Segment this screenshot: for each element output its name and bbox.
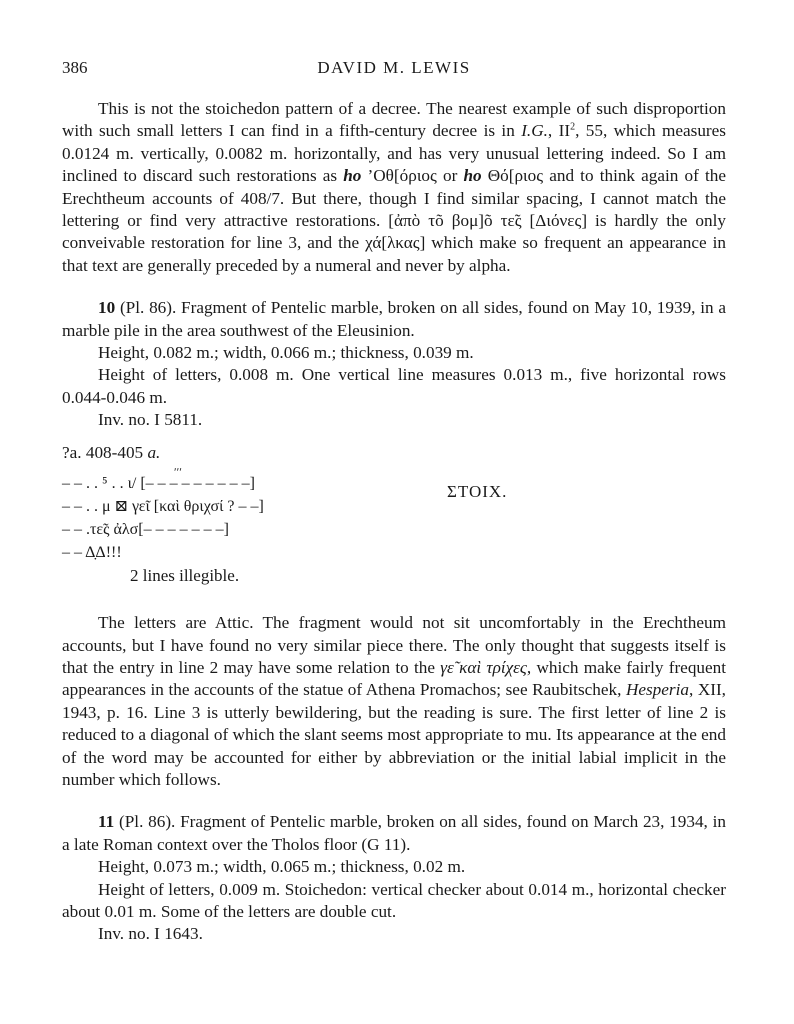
stoichedon-label: ΣΤΟΙΧ. — [447, 482, 508, 502]
item-11-description: 11 (Pl. 86). Fragment of Pentelic marble, broken on all sides, found on March 23, 1934, in a late Roman context over the Tholos floor (G 11). — [62, 812, 726, 854]
item-10-inventory: Inv. no. I 5811. — [98, 410, 203, 430]
item-10-letters: Height of letters, 0.008 m. One vertical line measures 0.013 m., five horizontal rows 0.044-0.046 m. — [62, 365, 726, 407]
item-11-dimensions: Height, 0.073 m.; width, 0.065 m.; thickness, 0.02 m. — [98, 857, 466, 877]
item-11-number: 11 — [98, 812, 115, 832]
item-10-number: 10 — [98, 298, 116, 318]
inscription-line-3: – – .τε̃ς ἀλσ[– – – – – – –] — [62, 521, 229, 539]
inscription-line-0: ʹʹʹ — [174, 465, 182, 480]
item-10-description: 10 (Pl. 86). Fragment of Pentelic marble, broken on all sides, found on May 10, 1939, in a marble pile in the area southwest of the Eleusinion. — [62, 298, 726, 340]
page-number: 386 — [62, 58, 88, 77]
inscription-illegible-note: 2 lines illegible. — [130, 566, 240, 586]
paragraph-decree-discussion: This is not the stoichedon pattern of a decree. The nearest example of such disproportion with such small letters I can find in a fifth-century decree is in I.G., $II^2$, 55, which measures 0.0124 m. vertically, 0.0082 m. horizontally, and has very unusual lettering indeed. So I am inclined to discard such restorations as ho ’Οθ[όριος or ho Θό[ριος and to think again of the Erechtheum accounts of 408/7. But there, though I find similar spacing, I cannot match the lettering or find very attractive restorations. [ἀπὸ τõ βομ]õ τε̃ς [Διόνες] is hardly the only conveivable restoration for line 3, and the χά[λκας] which make so frequent an appearance in that text are generally preceded by a numeral and never by alpha. — [62, 99, 726, 275]
running-head: DAVID M. LEWIS — [317, 58, 471, 77]
inscription-text — [62, 465, 726, 590]
inscription-line-2: – – . . μ ⊠ γε̃ι [καὶ θριχσί ? – –] — [62, 498, 264, 516]
item-11-inventory: Inv. no. I 1643. — [98, 924, 203, 944]
inscription-line-4: – – Δ̣Δ!!! — [62, 544, 122, 562]
item-10-date: ?a. 408-405 a. — [62, 442, 161, 462]
page-header — [62, 58, 726, 82]
item-10-dimensions: Height, 0.082 m.; width, 0.066 m.; thickness, 0.039 m. — [98, 343, 474, 363]
paragraph-letters-attic: The letters are Attic. The fragment would not sit uncomfortably in the Erechtheum accounts, but I have found no very similar piece there. The only thought that suggests itself is that the entry in line 2 may have some relation to the γε̃ καὶ τρίχες, which make fairly frequent appearances in the accounts of the statue of Athena Promachos; see Raubitschek, Hesperia, XII, 1943, p. 16. Line 3 is utterly bewildering, but the reading is sure. The first letter of line 2 is reduced to a diagonal of which the slant seems most appropriate to mu. Its appearance at the end of the word may be accounted for either by abbreviation or the initial labial implicit in the number which follows. — [62, 613, 726, 789]
page — [62, 58, 726, 946]
inscription-line-1: – – . . ⁵ . . ι/ [– – – – – – – – –] — [62, 475, 255, 493]
item-11-letters: Height of letters, 0.009 m. Stoichedon: vertical checker about 0.014 m., horizontal checker about 0.01 m. Some of the letters are double cut. — [62, 879, 726, 921]
